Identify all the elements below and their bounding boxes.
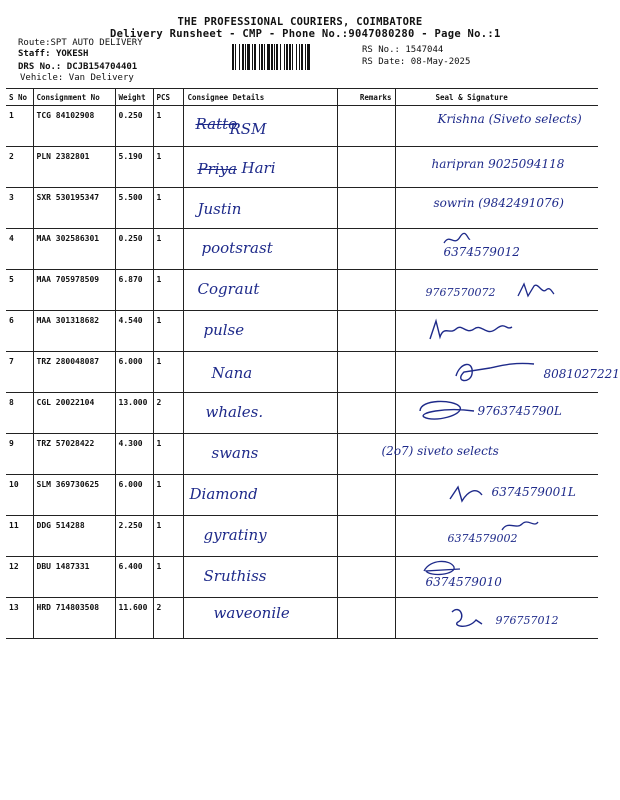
barcode-bar: [261, 44, 263, 70]
col-pcs-header: PCS: [153, 89, 183, 106]
consignment-no-cell: HRD 714803508: [33, 598, 115, 639]
rs-date-line: [362, 57, 470, 68]
consignee-cell: [183, 147, 337, 188]
weight-cell: 4.300: [115, 434, 153, 475]
weight-cell: 6.000: [115, 475, 153, 516]
remarks-cell: [337, 188, 395, 229]
signature-cell: [395, 147, 598, 188]
sno-cell: 3: [6, 188, 33, 229]
table-row: [6, 106, 598, 147]
staff-label: Staff:: [18, 49, 51, 59]
barcode-bar: [247, 44, 250, 70]
pcs-cell: 1: [153, 270, 183, 311]
signature-text: 6374579002: [447, 532, 518, 545]
table-row: [6, 516, 598, 557]
vehicle-value: Van Delivery: [68, 73, 134, 83]
weight-cell: 6.400: [115, 557, 153, 598]
table-row: [6, 147, 598, 188]
consignment-no-cell: TCG 84102908: [33, 106, 115, 147]
company-title: THE PROFESSIONAL COURIERS, COIMBATORE: [177, 16, 423, 28]
remarks-cell: [337, 557, 395, 598]
signature-cell: [395, 516, 598, 557]
consignee-cell: [183, 393, 337, 434]
pcs-cell: 1: [153, 147, 183, 188]
drs-label: DRS No.:: [18, 62, 62, 72]
consignee-cell: [183, 106, 337, 147]
table-row: [6, 352, 598, 393]
barcode-bar: [235, 44, 236, 70]
consignee-name: Justin: [197, 200, 242, 218]
consignee-name: gyratiny: [203, 526, 267, 544]
signature-scribble: [446, 481, 486, 509]
signature-cell: [395, 557, 598, 598]
runsheet-table: [6, 88, 620, 639]
weight-cell: 6.870: [115, 270, 153, 311]
pcs-cell: 1: [153, 475, 183, 516]
signature-text: 976757012: [495, 614, 559, 627]
signature-cell: [395, 598, 598, 639]
barcode-bar: [305, 44, 306, 70]
sno-cell: 6: [6, 311, 33, 352]
weight-cell: 2.250: [115, 516, 153, 557]
consignee-cell: [183, 516, 337, 557]
sno-cell: 11: [6, 516, 33, 557]
consignee-cell: [183, 229, 337, 270]
weight-cell: 6.000: [115, 352, 153, 393]
rs-no-label: RS No.:: [362, 45, 400, 55]
signature-cell: [395, 475, 598, 516]
remarks-cell: [337, 393, 395, 434]
signature-cell: [395, 106, 598, 147]
barcode-bar: [284, 44, 285, 70]
weight-cell: 5.500: [115, 188, 153, 229]
col-weight-header: Weight: [115, 89, 153, 106]
vehicle-label: Vehicle:: [20, 73, 64, 83]
rs-date-value: 08-May-2025: [410, 57, 471, 67]
consignee-name: Cograut: [197, 280, 260, 298]
barcode-bar: [232, 44, 234, 70]
table-row: [6, 393, 598, 434]
col-signature-header: Seal & Signature: [395, 89, 598, 106]
barcode-bar: [259, 44, 260, 70]
table-row: [6, 598, 598, 639]
rs-no-line: [362, 45, 443, 56]
table-row: [6, 188, 598, 229]
consignment-no-cell: CGL 20022104: [33, 393, 115, 434]
remarks-cell: [337, 598, 395, 639]
signature-scribble: [426, 315, 516, 343]
signature-cell: [395, 393, 598, 434]
barcode: [232, 44, 356, 70]
barcode-bar: [301, 44, 303, 70]
signature-scribble: [414, 397, 484, 425]
weight-cell: 4.540: [115, 311, 153, 352]
consignee-name: Hari: [241, 159, 276, 177]
route-line: [18, 38, 143, 49]
table-header-row: [6, 89, 598, 106]
signature-text: 6374579010: [425, 575, 502, 589]
runsheet-subtitle: Delivery Runsheet - CMP - Phone No.:9047080280 - Page No.:1: [110, 28, 501, 40]
consignment-no-cell: SXR 530195347: [33, 188, 115, 229]
barcode-bar: [239, 44, 240, 70]
barcode-bar: [289, 44, 291, 70]
remarks-cell: [337, 475, 395, 516]
sno-cell: 13: [6, 598, 33, 639]
col-consignment-header: Consignment No: [33, 89, 115, 106]
route-label: Route:: [18, 38, 51, 48]
consignment-no-cell: TRZ 280048087: [33, 352, 115, 393]
staff-value: YOKESH: [55, 49, 89, 59]
signature-text: 6374579012: [443, 245, 520, 259]
signature-cell: [395, 352, 620, 393]
table-row: [6, 557, 598, 598]
sno-cell: 7: [6, 352, 33, 393]
route-value: SPT AUTO DELIVERY: [50, 38, 143, 48]
barcode-bar: [267, 44, 270, 70]
pcs-cell: 1: [153, 188, 183, 229]
sno-cell: 5: [6, 270, 33, 311]
drs-value: DCJB154704401: [66, 62, 138, 72]
staff-line: [18, 49, 88, 60]
pcs-cell: 1: [153, 557, 183, 598]
weight-cell: 13.000: [115, 393, 153, 434]
remarks-cell: [337, 352, 395, 393]
remarks-cell: [337, 147, 395, 188]
table-row: [6, 229, 598, 270]
barcode-bar: [252, 44, 253, 70]
consignment-no-cell: MAA 705978509: [33, 270, 115, 311]
consignee-cell: [183, 475, 337, 516]
signature-text: haripran 9025094118: [431, 157, 565, 171]
signature-scribble: [516, 280, 556, 300]
consignee-name: Diamond: [189, 485, 258, 503]
pcs-cell: 1: [153, 106, 183, 147]
pcs-cell: 1: [153, 516, 183, 557]
consignee-cell: [183, 598, 337, 639]
rs-date-label: RS Date:: [362, 57, 406, 67]
consignment-no-cell: MAA 301318682: [33, 311, 115, 352]
consignment-no-cell: TRZ 57028422: [33, 434, 115, 475]
consignee-cell: [183, 434, 337, 475]
pcs-cell: 1: [153, 434, 183, 475]
signature-scribble: [450, 356, 540, 386]
signature-text: Krishna (Siveto selects): [437, 112, 582, 126]
consignment-no-cell: DBU 1487331: [33, 557, 115, 598]
consignee-name: swans: [211, 444, 259, 462]
col-sno-header: S No: [6, 89, 33, 106]
sno-cell: 8: [6, 393, 33, 434]
signature-text: 9763745790L: [477, 404, 562, 418]
remarks-cell: [337, 270, 395, 311]
struck-name: Ratto: [195, 115, 238, 133]
signature-cell: [395, 270, 598, 311]
barcode-bar: [254, 44, 256, 70]
consignee-cell: [183, 311, 337, 352]
sno-cell: 4: [6, 229, 33, 270]
signature-text: 8081027221: [543, 367, 620, 381]
barcode-bar: [276, 44, 278, 70]
remarks-cell: [337, 311, 395, 352]
consignment-no-cell: MAA 302586301: [33, 229, 115, 270]
sno-cell: 12: [6, 557, 33, 598]
weight-cell: 11.600: [115, 598, 153, 639]
struck-name: Priya: [197, 160, 237, 178]
consignee-name: pootsrast: [201, 239, 273, 257]
signature-cell: [395, 229, 598, 270]
pcs-cell: 2: [153, 598, 183, 639]
weight-cell: 5.190: [115, 147, 153, 188]
table-row: [6, 270, 598, 311]
remarks-cell: [337, 516, 395, 557]
signature-cell: [381, 434, 598, 475]
consignee-cell: [183, 352, 337, 393]
consignee-cell: [183, 557, 337, 598]
consignee-cell: [183, 188, 337, 229]
weight-cell: 0.250: [115, 106, 153, 147]
consignee-name: Nana: [211, 364, 253, 382]
sno-cell: 9: [6, 434, 33, 475]
remarks-cell: [337, 106, 395, 147]
signature-text: (2o7) siveto selects: [381, 444, 499, 458]
rs-no-value: 1547044: [405, 45, 444, 55]
signature-cell: [395, 311, 598, 352]
consignee-name: Sruthiss: [203, 567, 267, 585]
sno-cell: 2: [6, 147, 33, 188]
barcode-bar: [274, 44, 275, 70]
consignee-name: waveonile: [213, 604, 290, 622]
sno-cell: 10: [6, 475, 33, 516]
signature-text: 6374579001L: [491, 485, 576, 499]
signature-scribble: [446, 604, 486, 632]
barcode-bar: [242, 44, 244, 70]
consignment-no-cell: SLM 369730625: [33, 475, 115, 516]
consignee-name: pulse: [203, 321, 245, 339]
consignee-cell: [183, 270, 337, 311]
pcs-cell: 1: [153, 311, 183, 352]
table-row: [6, 434, 598, 475]
barcode-bar: [292, 44, 293, 70]
pcs-cell: 2: [153, 393, 183, 434]
vehicle-line: [20, 73, 134, 84]
drs-line: [18, 62, 137, 73]
barcode-bar: [280, 44, 281, 70]
col-remarks-header: Remarks: [337, 89, 395, 106]
signature-text: 9767570072: [425, 286, 496, 299]
table-row: [6, 311, 598, 352]
col-consignee-header: Consignee Details: [183, 89, 337, 106]
barcode-bar: [271, 44, 273, 70]
table-row: [6, 475, 598, 516]
consignee-name: whales.: [205, 403, 264, 421]
consignment-no-cell: DDG 514288: [33, 516, 115, 557]
barcode-bar: [299, 44, 300, 70]
remarks-cell: [337, 229, 395, 270]
signature-text: sowrin (9842491076): [433, 196, 564, 210]
barcode-bar: [286, 44, 288, 70]
pcs-cell: 1: [153, 229, 183, 270]
sno-cell: 1: [6, 106, 33, 147]
consignment-no-cell: PLN 2382801: [33, 147, 115, 188]
barcode-bar: [264, 44, 265, 70]
barcode-bar: [245, 44, 246, 70]
barcode-bar: [296, 44, 297, 70]
barcode-bar: [307, 44, 310, 70]
weight-cell: 0.250: [115, 229, 153, 270]
consignee-name: RSM: [229, 120, 267, 138]
pcs-cell: 1: [153, 352, 183, 393]
signature-cell: [395, 188, 598, 229]
